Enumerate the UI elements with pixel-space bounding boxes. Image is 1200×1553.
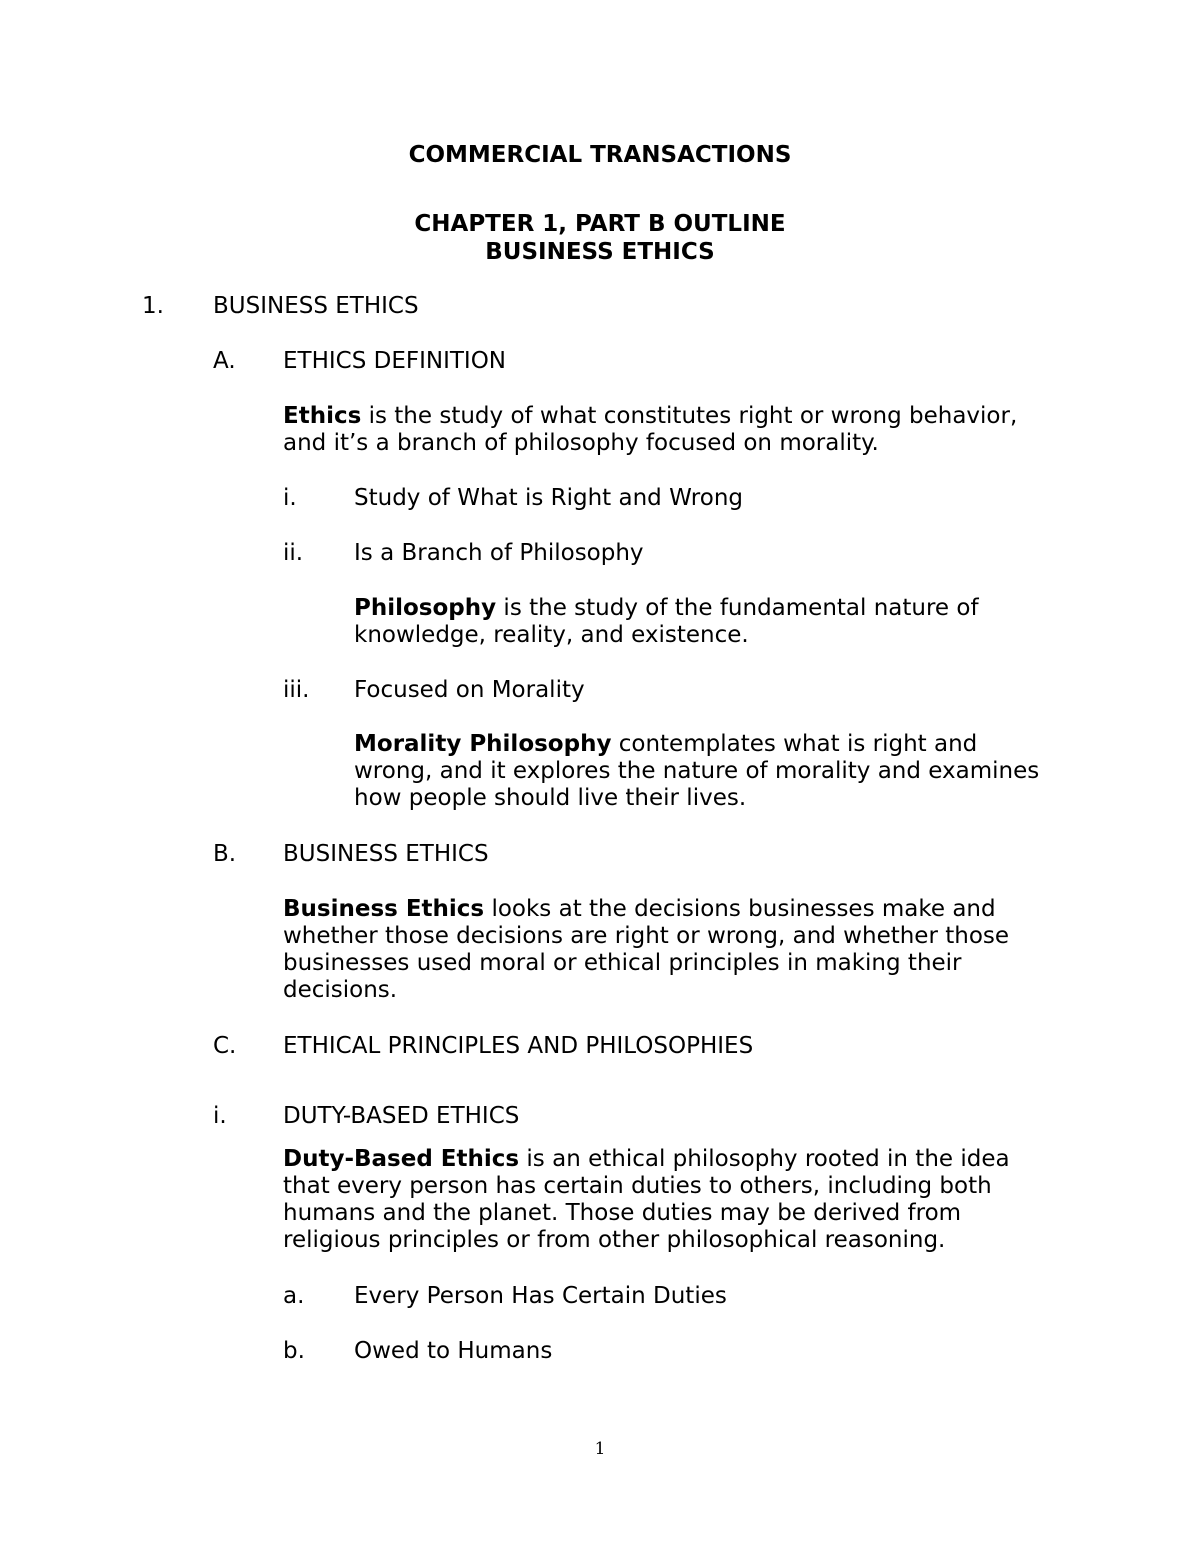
chapter-heading: CHAPTER 1, PART B OUTLINE xyxy=(414,211,786,237)
business-ethics-term: Business Ethics xyxy=(283,896,485,922)
chapter-subtitle: BUSINESS ETHICS xyxy=(485,239,715,265)
item-a-marker: a. xyxy=(283,1283,305,1309)
item-ii-label: Is a Branch of Philosophy xyxy=(354,540,644,566)
item-b-label: Owed to Humans xyxy=(354,1338,553,1364)
duty-based-definition xyxy=(283,1146,1010,1254)
duty-based-term: Duty-Based Ethics xyxy=(283,1146,520,1172)
ethics-term: Ethics xyxy=(283,403,362,429)
morality-line-1: contemplates what is right and xyxy=(611,731,978,757)
business-ethics-line-1: looks at the decisions businesses make and xyxy=(484,896,996,922)
ethics-definition-line-1: is the study of what constitutes right or wrong behavior, xyxy=(361,403,1018,429)
item-a-label: Every Person Has Certain Duties xyxy=(354,1283,727,1309)
section-c-i-marker: i. xyxy=(213,1103,227,1129)
philosophy-definition xyxy=(354,595,979,649)
document-title: COMMERCIAL TRANSACTIONS xyxy=(408,142,792,168)
morality-definition xyxy=(354,731,1039,812)
morality-line-2: wrong, and it explores the nature of morality and examines xyxy=(354,758,1040,784)
section-b-marker: B. xyxy=(213,841,237,867)
item-b-marker: b. xyxy=(283,1338,305,1364)
section-a-marker: A. xyxy=(213,348,236,374)
philosophy-line-2: knowledge, reality, and existence. xyxy=(354,622,749,648)
section-1-heading: BUSINESS ETHICS xyxy=(213,293,419,319)
section-a-heading: ETHICS DEFINITION xyxy=(283,348,507,374)
ethics-definition-line-2: and it’s a branch of philosophy focused on morality. xyxy=(283,430,879,456)
business-ethics-definition xyxy=(283,896,1009,1004)
item-iii-label: Focused on Morality xyxy=(354,677,585,703)
section-b-heading: BUSINESS ETHICS xyxy=(283,841,489,867)
morality-line-3: how people should live their lives. xyxy=(354,785,747,811)
item-i-label: Study of What is Right and Wrong xyxy=(354,485,743,511)
business-ethics-line-3: businesses used moral or ethical principles in making their xyxy=(283,950,962,976)
ethics-definition xyxy=(283,403,1017,457)
duty-based-line-1: is an ethical philosophy rooted in the idea xyxy=(519,1146,1010,1172)
business-ethics-line-2: whether those decisions are right or wrong, and whether those xyxy=(283,923,1010,949)
section-c-heading: ETHICAL PRINCIPLES AND PHILOSOPHIES xyxy=(283,1033,754,1059)
philosophy-term: Philosophy xyxy=(354,595,497,621)
duty-based-line-2: that every person has certain duties to others, including both xyxy=(283,1173,992,1199)
duty-based-line-3: humans and the planet. Those duties may be derived from xyxy=(283,1200,962,1226)
philosophy-line-1: is the study of the fundamental nature of xyxy=(496,595,979,621)
page-number: 1 xyxy=(594,1439,606,1459)
duty-based-line-4: religious principles or from other philosophical reasoning. xyxy=(283,1227,946,1253)
item-ii-marker: ii. xyxy=(283,540,304,566)
section-c-marker: C. xyxy=(213,1033,237,1059)
section-c-i-heading: DUTY-BASED ETHICS xyxy=(283,1103,520,1129)
business-ethics-line-4: decisions. xyxy=(283,977,398,1003)
item-i-marker: i. xyxy=(283,485,297,511)
morality-term: Morality Philosophy xyxy=(354,731,612,757)
section-1-marker: 1. xyxy=(142,293,164,319)
item-iii-marker: iii. xyxy=(283,677,310,703)
